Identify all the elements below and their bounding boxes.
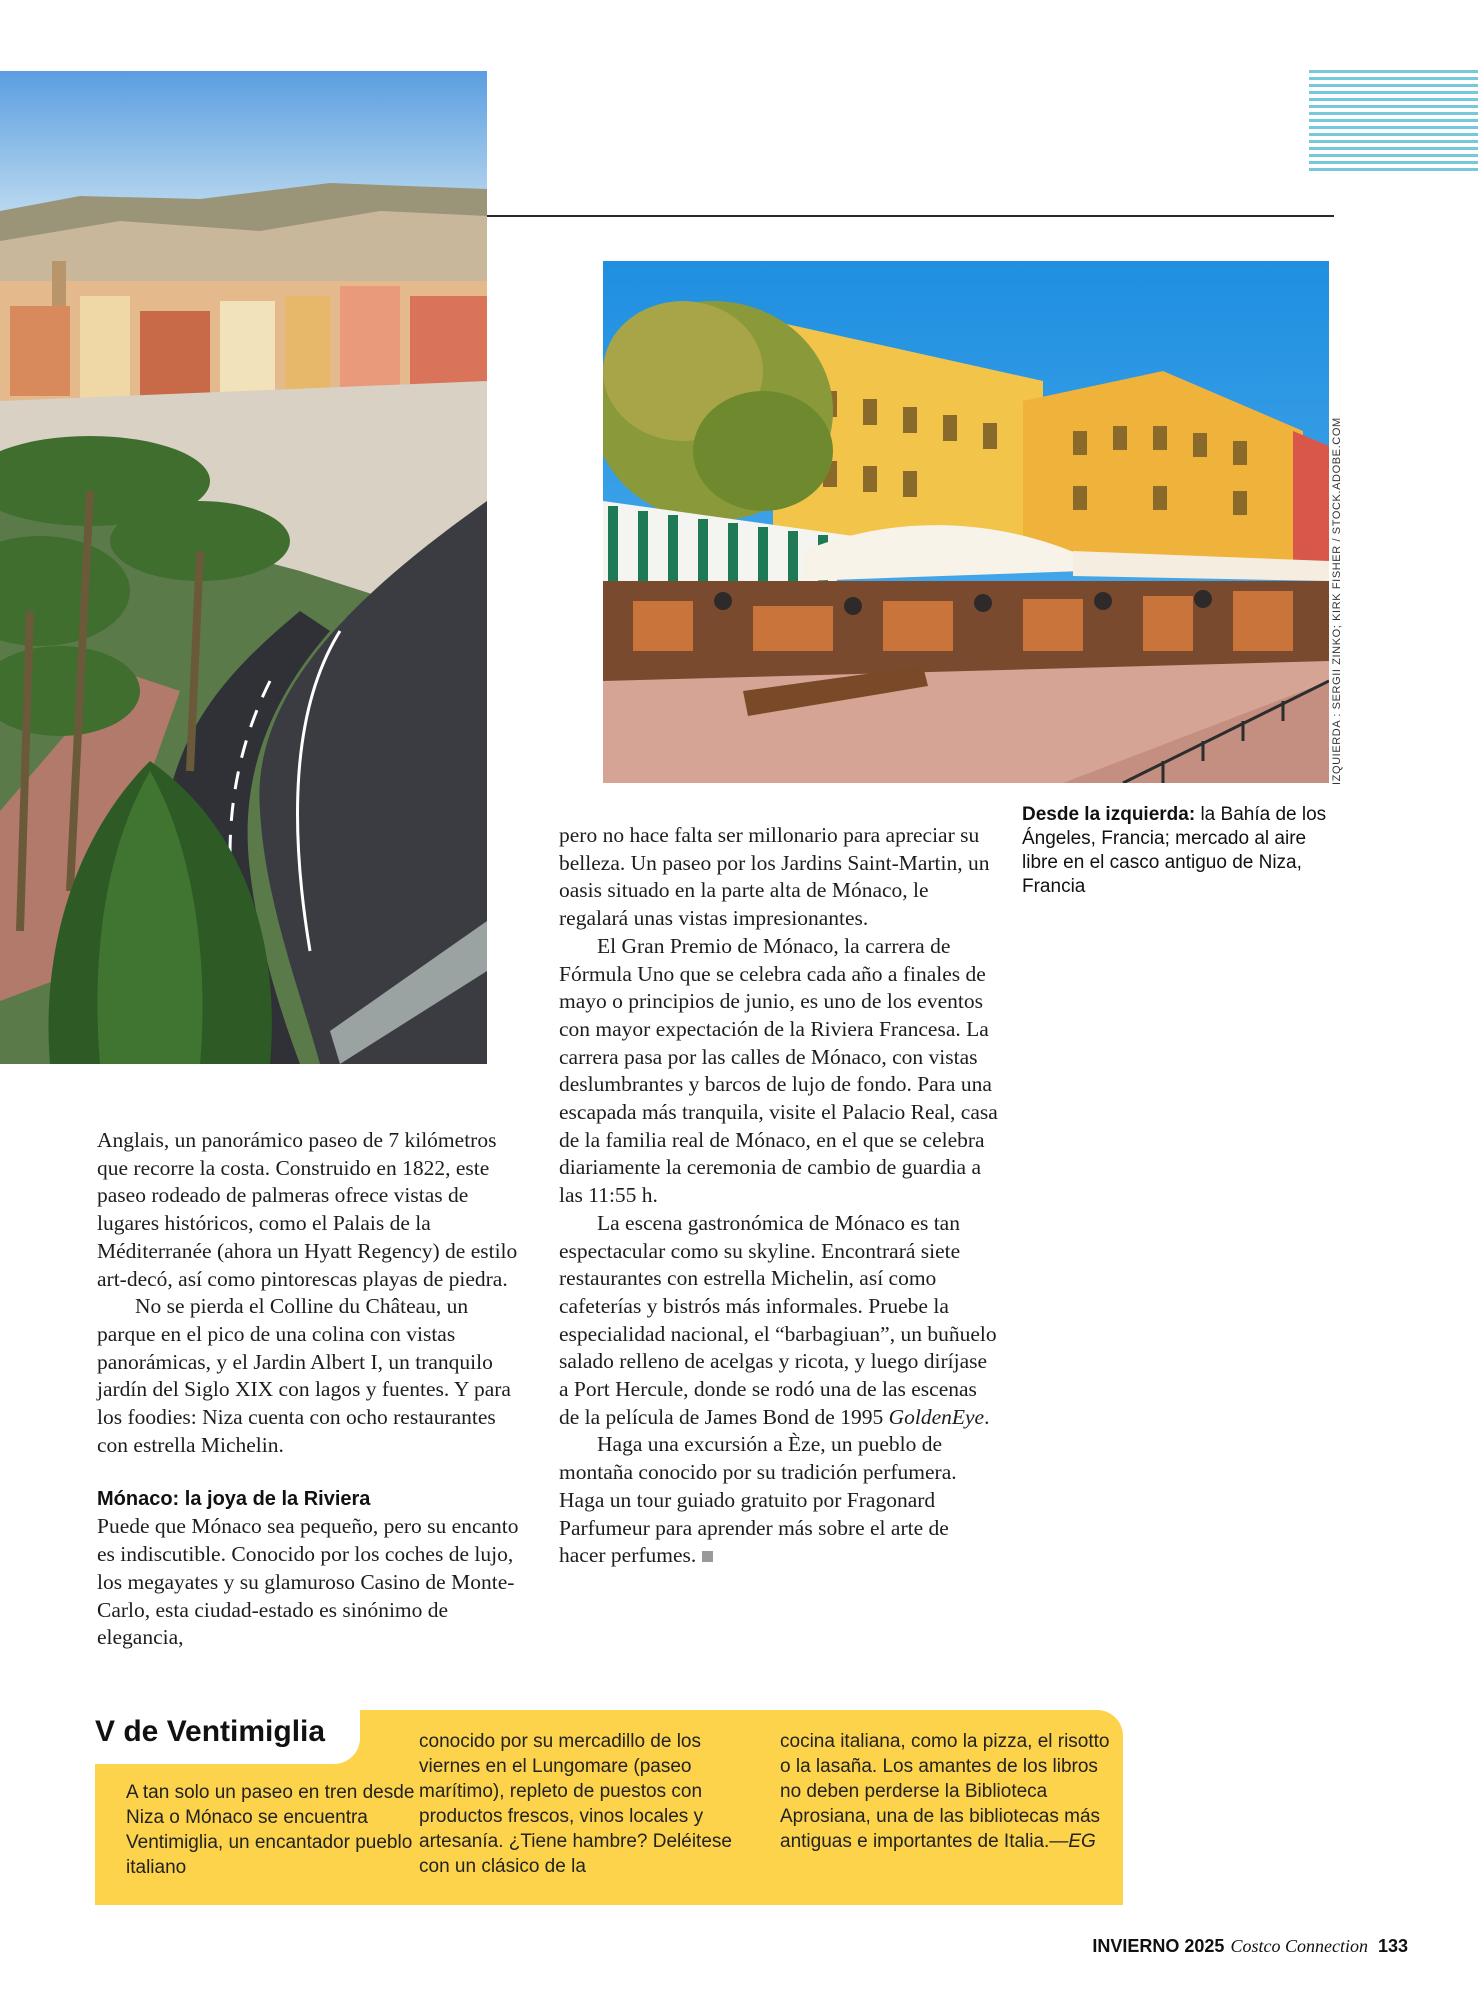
article-column-left <box>97 1127 527 1652</box>
section-subhead: Mónaco: la joya de la Riviera <box>97 1488 371 1511</box>
magazine-name: Costco Connection <box>1230 1936 1368 1956</box>
paragraph <box>559 1210 999 1432</box>
sidebar-text-col-1: A tan solo un paseo en tren desde Niza o Mónaco se encuentra Ventimiglia, un encantador pueblo italiano <box>126 1782 415 1878</box>
photo-bay-of-angels <box>0 71 487 1064</box>
photo-caption <box>1022 803 1342 899</box>
sidebar-title: V de Ventimiglia <box>95 1715 326 1748</box>
author-initials: EG <box>1068 1831 1096 1852</box>
photo-credit: IZQUIERDA : SERGII ZINKO; KIRK FISHER / STOCK.ADOBE.COM <box>1331 417 1343 785</box>
paragraph: Puede que Mónaco sea pequeño, pero su encanto es indiscutible. Conocido por los coches de lujo, los megayates y su glamuroso Casino de Monte-Carlo, esta ciudad-estado es sinónimo de elegancia, <box>97 1514 519 1650</box>
end-mark-icon <box>702 1551 713 1562</box>
caption-lead: Desde la izquierda: <box>1022 804 1196 825</box>
top-divider-rule <box>487 215 1334 217</box>
paragraph-end: . <box>984 1404 990 1429</box>
sidebar-text-col-3 <box>780 1729 1110 1854</box>
caption-text: la Bahía de los Ángeles, Francia; mercado al aire libre en el casco antiguo de Niza, Francia <box>1022 804 1327 897</box>
issue-label: INVIERNO 2025 <box>1092 1936 1225 1956</box>
paragraph: El Gran Premio de Mónaco, la carrera de Fórmula Uno que se celebra cada año a finales de mayo o principios de junio, es uno de los eventos con mayor expectación de la Riviera Francesa. La carrera pasa por las calles de Mónaco, con vistas deslumbrantes y barcos de lujo de fondo. Para una escapada más tranquila, visite el Palacio Real, casa de la familia real de Mónaco, en el que se celebra diariamente la ceremonia de cambio de guardia a las 11:55 h. <box>559 933 998 1208</box>
paragraph: No se pierda el Colline du Château, un parque en el pico de una colina con vistas panorámicas, y el Jardin Albert I, un tranquilo jardín del Siglo XIX con lagos y fuentes. Y para los foodies: Niza cuenta con ocho restaurantes con estrella Michelin. <box>97 1294 511 1457</box>
page-number: 133 <box>1377 1936 1408 1956</box>
paragraph: Anglais, un panorámico paseo de 7 kilómetros que recorre la costa. Construido en 1822, este paseo rodeado de palmeras ofrece vistas de lugares históricos, como el Palais de la Méditerranée (ahora un Hyatt Regency) de estilo art-decó, así como pintorescas playas de piedra. <box>97 1128 518 1291</box>
article-column-middle <box>559 822 999 1570</box>
paragraph-text: La escena gastronómica de Mónaco es tan espectacular como su skyline. Encontrará siete restaurantes con estrella Michelin, así como cafeterías y bistrós más informales. Pruebe la especialidad nacional, el “barbagiuan”, un buñuelo salado relleno de acelgas y ricota, y luego diríjase a Port Hercule, donde se rodó una de las escenas de la película de James Bond de 1995 <box>559 1210 997 1429</box>
film-title: GoldenEye <box>888 1404 985 1429</box>
decorative-stripes <box>1309 70 1478 180</box>
paragraph-text: Haga una excursión a Èze, un pueblo de montaña conocido por su tradición perfumera. Haga un tour guiado gratuito por Fragonard Parfumeur para aprender más sobre el arte de hacer perfumes. <box>559 1432 957 1568</box>
photo-nice-market <box>603 261 1329 783</box>
sidebar-text: cocina italiana, como la pizza, el risotto o la lasaña. Los amantes de los libros no deben perderse la Biblioteca Aprosiana, una de las bibliotecas más antiguas e importantes de Italia.— <box>780 1731 1110 1852</box>
paragraph <box>559 1431 999 1570</box>
paragraph: pero no hace falta ser millonario para apreciar su belleza. Un paseo por los Jardins Saint-Martin, un oasis situado en la parte alta de Mónaco, le regalará unas vistas impresionantes. <box>559 823 990 931</box>
page-footer <box>1092 1936 1408 1957</box>
sidebar-text-col-2: conocido por su mercadillo de los viernes en el Lungomare (paseo marítimo), repleto de puestos con productos frescos, vinos locales y artesanía. ¿Tiene hambre? Deléitese con un clásico de la <box>419 1731 732 1877</box>
